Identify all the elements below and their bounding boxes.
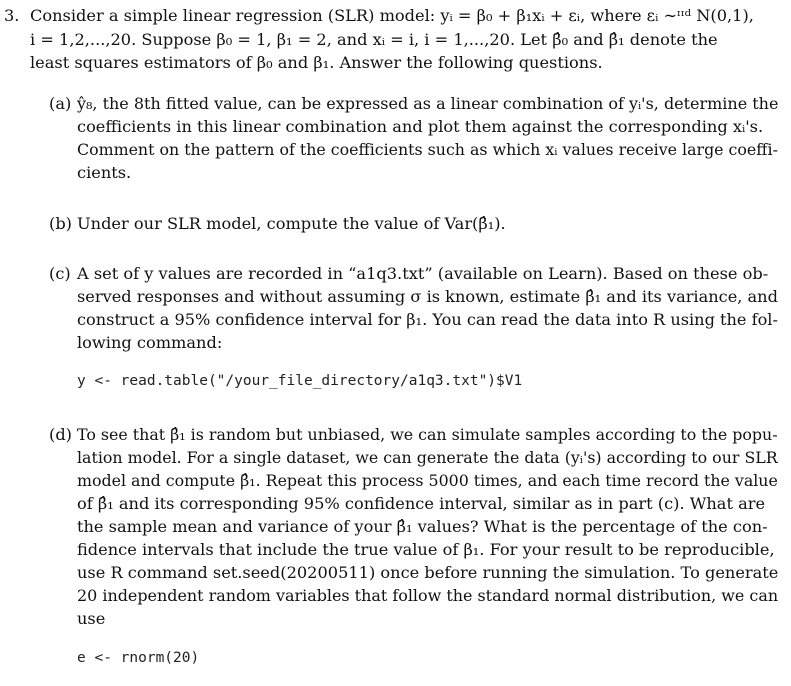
part-d-line-9: use [77, 609, 106, 628]
part-c-line-4: lowing command: [77, 333, 223, 352]
part-d-label: (d) [49, 425, 72, 444]
part-c-label: (c) [49, 264, 71, 283]
part-d-line-4: of β̂₁ and its corresponding 95% confidence interval, similar as in part (c). What are [77, 494, 766, 513]
part-c-line-1: A set of y values are recorded in “a1q3.txt” (available on Learn). Based on these ob- [77, 264, 769, 283]
part-d-line-1: To see that β̂₁ is random but unbiased, we can simulate samples according to the popu- [77, 425, 778, 444]
part-b-label: (b) [49, 214, 72, 233]
part-d-line-8: 20 independent random variables that follow the standard normal distribution, we can [77, 586, 779, 605]
part-a-line-3: Comment on the pattern of the coefficients such as which xᵢ values receive large coeffi- [77, 140, 778, 159]
part-c-code: y <- read.table("/your_file_directory/a1q3.txt")$V1 [77, 373, 523, 389]
intro-line-2: i = 1,2,...,20. Suppose β₀ = 1, β₁ = 2, and xᵢ = i, i = 1,...,20. Let β̂₀ and β̂₁ denote the [30, 30, 718, 49]
part-a-label: (a) [49, 94, 72, 113]
part-d-line-7: use R command set.seed(20200511) once before running the simulation. To generate [77, 563, 779, 582]
part-a-line-2: coefficients in this linear combination and plot them against the corresponding xᵢ's. [77, 117, 764, 136]
part-c-line-2: served responses and without assuming σ is known, estimate β̂₁ and its variance, and [77, 287, 778, 306]
part-d-line-5: the sample mean and variance of your β̂₁ values? What is the percentage of the con- [77, 517, 768, 536]
part-c-line-3: construct a 95% confidence interval for β₁. You can read the data into R using the fol- [77, 310, 778, 329]
part-a-line-1: ŷ₈, the 8th fitted value, can be expressed as a linear combination of yᵢ's, determine the [77, 94, 779, 113]
part-d-line-6: fidence intervals that include the true value of β₁. For your result to be reproducible, [77, 540, 775, 559]
part-d-line-2: lation model. For a single dataset, we can generate the data (yᵢ's) according to our SLR [77, 448, 778, 467]
question-number: 3. [4, 6, 20, 25]
intro-line-1: Consider a simple linear regression (SLR) model: yᵢ = β₀ + β₁xᵢ + εᵢ, where εᵢ ∼ᶦᶦᵈ N(0,1), [30, 6, 754, 25]
part-d-line-3: model and compute β̂₁. Repeat this process 5000 times, and each time record the value [77, 471, 778, 490]
part-d-code: e <- rnorm(20) [77, 650, 200, 666]
part-a-line-4: cients. [77, 163, 132, 182]
intro-line-3: least squares estimators of β₀ and β₁. Answer the following questions. [30, 53, 603, 72]
part-b-line-1: Under our SLR model, compute the value of Var(β̂₁). [77, 214, 506, 233]
